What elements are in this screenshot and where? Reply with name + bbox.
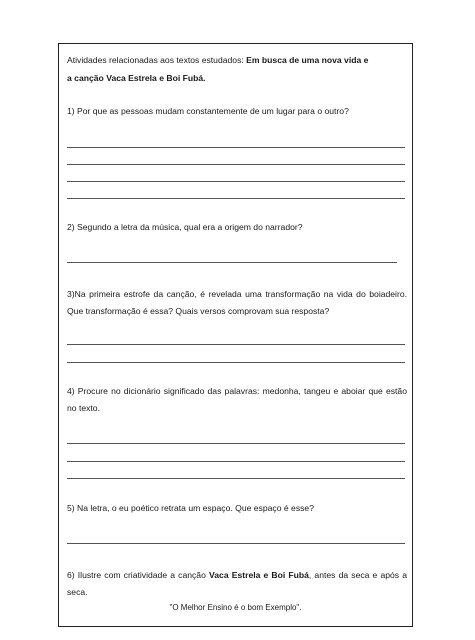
header-song-title: Vaca Estrela e Boi Fubá.: [106, 73, 206, 83]
answer-line: [67, 543, 405, 544]
question-6-song-title: Vaca Estrela e Boi Fubá: [209, 570, 309, 580]
header-title-prefix: a canção: [67, 73, 104, 83]
question-2: 2) Segundo a letra da música, qual era a origem do narrador?: [67, 222, 303, 232]
question-6-suffix: , antes da seca e após a seca.: [67, 570, 407, 597]
answer-line: [67, 443, 405, 444]
question-1: 1) Por que as pessoas mudam constantemente de um lugar para o outro?: [67, 106, 349, 116]
answer-line: [67, 461, 405, 462]
answer-line: [67, 362, 405, 363]
answer-line: [67, 198, 405, 199]
header-intro: Atividades relacionadas aos textos estudados:: [67, 55, 244, 65]
footer-motto: "O Melhor Ensino é o bom Exemplo".: [169, 603, 302, 612]
worksheet-frame: [58, 43, 413, 627]
answer-line: [67, 147, 405, 148]
question-5: 5) Na letra, o eu poético retrata um espaço. Que espaço é esse?: [67, 503, 314, 513]
answer-line: [67, 262, 397, 263]
answer-line: [67, 181, 405, 182]
header-title-line1: Em busca de uma nova vida e: [246, 55, 369, 65]
question-4: 4) Procure no dicionário significado das palavras: medonha, tangeu e aboiar que estão no texto.: [67, 386, 407, 413]
worksheet-header-line2: [67, 70, 407, 87]
question-6: [67, 567, 407, 601]
worksheet-header: [67, 52, 407, 69]
answer-line: [67, 478, 405, 479]
question-6-prefix: 6) Ilustre com criatividade a canção: [67, 570, 206, 580]
question-3: 3)Na primeira estrofe da canção, é revelada uma transformação na vida do boiadeiro. Que transformação é essa? Quais versos comprovam sua resposta?: [67, 289, 407, 316]
answer-line: [67, 164, 405, 165]
answer-line: [67, 344, 405, 345]
